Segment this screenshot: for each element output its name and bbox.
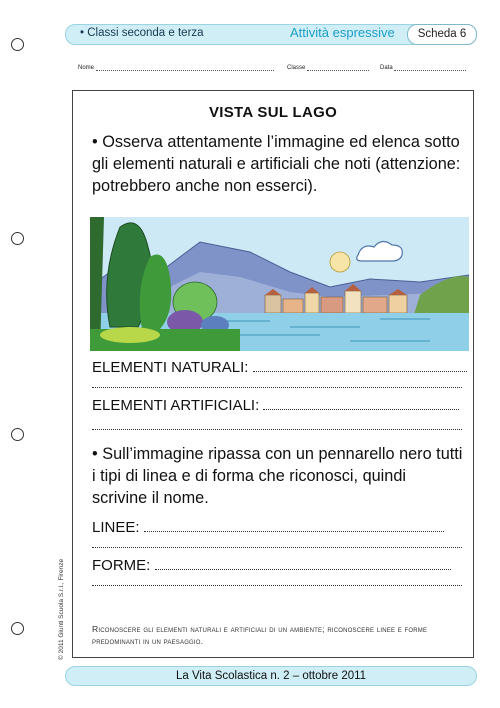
student-name-line: [78, 64, 274, 71]
lines-blank[interactable]: [144, 530, 444, 532]
date-blank[interactable]: [394, 64, 466, 71]
copyright-note: © 2011 Giunti Scuola S.r.l., Firenze: [58, 558, 65, 660]
class-blank[interactable]: [307, 64, 369, 71]
natural-elements-blank-line[interactable]: [92, 387, 462, 388]
header-classes: • Classi seconda e terza: [80, 27, 204, 39]
student-date-line: [380, 64, 466, 71]
sheet-number-badge: Scheda 6: [407, 24, 477, 45]
date-label: Data: [380, 65, 393, 71]
artificial-elements-field: [92, 397, 459, 414]
student-class-line: [287, 64, 369, 71]
header-activity: Attività espressive: [290, 25, 395, 40]
shapes-blank-line[interactable]: [92, 585, 462, 586]
name-label: Nome: [78, 65, 95, 71]
artificial-elements-blank-line[interactable]: [92, 429, 462, 430]
binder-hole: [11, 428, 24, 441]
worksheet-frame: [72, 90, 474, 658]
artificial-elements-blank[interactable]: [263, 408, 459, 410]
binder-hole: [11, 622, 24, 635]
shapes-label: FORME:: [92, 557, 151, 574]
shapes-blank[interactable]: [155, 568, 451, 570]
lake-view-illustration: [90, 217, 469, 351]
natural-elements-label: ELEMENTI NATURALI:: [92, 359, 249, 376]
binder-hole: [11, 232, 24, 245]
class-label: Classe: [287, 65, 306, 71]
name-blank[interactable]: [96, 64, 274, 71]
shapes-field: [92, 557, 451, 574]
natural-elements-blank[interactable]: [253, 370, 467, 372]
lines-label: LINEE:: [92, 519, 140, 536]
lines-blank-line[interactable]: [92, 547, 462, 548]
worksheet-title: VISTA SUL LAGO: [208, 104, 338, 121]
artificial-elements-label: ELEMENTI ARTIFICIALI:: [92, 397, 260, 414]
instruction-observe: • Osserva attentamente l’immagine ed elenca sotto gli elementi naturali e artificiali che noti (attenzione: potrebbero anche non esserci).: [92, 133, 461, 195]
binder-hole: [11, 38, 24, 51]
lines-field: [92, 519, 444, 536]
natural-elements-field: [92, 359, 467, 376]
footer-bar: La Vita Scolastica n. 2 – ottobre 2011: [65, 666, 477, 686]
header-bar: [65, 24, 477, 45]
instruction-trace: • Sull’immagine ripassa con un pennarello nero tutti i tipi di linea e di forma che riconosci, quindi scrivine il nome.: [92, 445, 463, 507]
learning-objective: Riconoscere gli elementi naturali e artificiali di un ambiente; riconoscere linee e forme predominanti in un paesaggio.: [92, 624, 428, 646]
